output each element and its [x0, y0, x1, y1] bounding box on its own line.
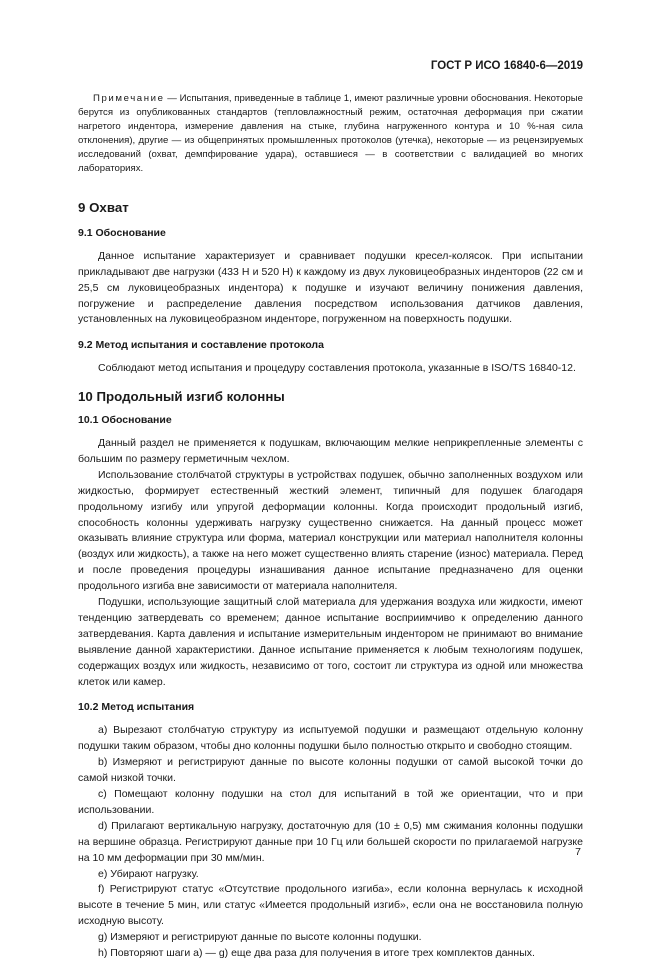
note-label: Примечание — [93, 93, 165, 104]
section-10-1-paragraph: Подушки, использующие защитный слой материала для удержания воздуха или жидкости, имеют тенденцию затвердевать со временем; данное испытание восприимчиво к определению данного затвердевания. Карта давления и испытание измерительным индентором не принимают во внимание выявление данной характеристики. Данное испытание применяется к любым технологиям подушек, содержащих воздух или жидкость, независимо от того, состоит ли структура из одной или множества клеток или камер. — [78, 596, 583, 688]
page-number: 7 — [575, 846, 581, 858]
section-9-1-title: 9.1 Обоснование — [78, 226, 166, 239]
section-10-1-paragraph: Использование столбчатой структуры в устройствах подушек, обычно заполненных воздухом или жидкостью, формирует естественный жесткий элемент, типичный для подушек благодаря продольному изгибу или упругой деформации колонны. Когда происходит продольный изгиб, способность колонны удерживать нагрузку существенно снижается. На данный процесс может оказывать влияние структура или форма, материал конструкции или материал наполнителя колонны (воздух или жидкость), а также на него может существенно влиять старение (износ) материала. Перед и после проведения процедуры изнашивания данное испытание предназначено для оценки продольного изгиба вне зависимости от материала наполнителя. — [78, 468, 583, 593]
method-step: e) Убирают нагрузку. — [98, 867, 199, 880]
method-step: g) Измеряют и регистрируют данные по высоте колонны подушки. — [98, 931, 422, 944]
note-paragraph — [78, 92, 583, 176]
section-10-1-title: 10.1 Обоснование — [78, 414, 172, 427]
page-content — [78, 92, 583, 962]
section-10-2-title: 10.2 Метод испытания — [78, 701, 195, 714]
section-9-2-title: 9.2 Метод испытания и составление протокола — [78, 339, 324, 352]
note-text: — Испытания, приведенные в таблице 1, имеют различные уровни обоснования. Некоторые берутся из опубликованных стандартов (тепловлажностный режим, остаточная деформация при сжатии нагретого индентора, измерение давления на стыке, глубина нагруженного контура и 10 %-ная сила отклонения), другие — из общепринятых промышленных протоколов (утечка), некоторые — из рецензируемых исследований (охват, демпфирование удара), оставшиеся — в соответствии с валидацией во многих лабораториях. — [78, 93, 583, 174]
method-step: f) Регистрируют статус «Отсутствие продольного изгиба», если колонна вернулась к исходной высоте в течение 5 мин, или статус «Имеется продольный изгиб», если она не восстановила полную исходную высоту. — [78, 883, 583, 928]
method-step: b) Измеряют и регистрируют данные по высоте колонны подушки от самой высокой точки до самой низкой точки. — [78, 756, 583, 785]
document-header: ГОСТ Р ИСО 16840-6—2019 — [430, 60, 583, 72]
section-9-2-text: Соблюдают метод испытания и процедуру составления протокола, указанные в ISO/TS 16840-12. — [98, 362, 576, 375]
method-step: a) Вырезают столбчатую структуру из испытуемой подушки и размещают отдельную колонну подушки таким образом, чтобы дно колонны подушки было полностью открыто и свободно стоящим. — [78, 724, 583, 753]
section-10-title: 10 Продольный изгиб колонны — [78, 389, 285, 405]
method-step: d) Прилагают вертикальную нагрузку, достаточную для (10 ± 0,5) мм сжимания колонны подушки на вершине образца. Регистрируют данные при 10 Гц или большей скорости по прилагаемой нагрузке на 10 мм деформации при 30 мм/мин. — [78, 819, 583, 864]
method-step: h) Повторяют шаги a) — g) еще два раза для получения в итоге трех комплектов данных. — [98, 947, 535, 960]
method-step: c) Помещают колонну подушки на стол для испытаний в той же ориентации, что и при использовании. — [78, 788, 583, 816]
section-9-title: 9 Охват — [78, 200, 129, 215]
section-9-1-text: Данное испытание характеризует и сравнивает подушки кресел-колясок. При испытании прикладывают две нагрузки (433 Н и 520 Н) к каждому из двух луковицеобразных инденторов (22 см и 25,5 см луковицеобразных индентора) к подушке и изучают величину понижения давления, погружение и распределение давления посредством использования датчиков давления, установленных на луковицеобразном инденторе, погруженном на поверхность подушки. — [78, 249, 583, 326]
section-10-1-paragraph: Данный раздел не применяется к подушкам, включающим мелкие неприкрепленные элементы с большим по размеру герметичным чехлом. — [78, 436, 583, 465]
